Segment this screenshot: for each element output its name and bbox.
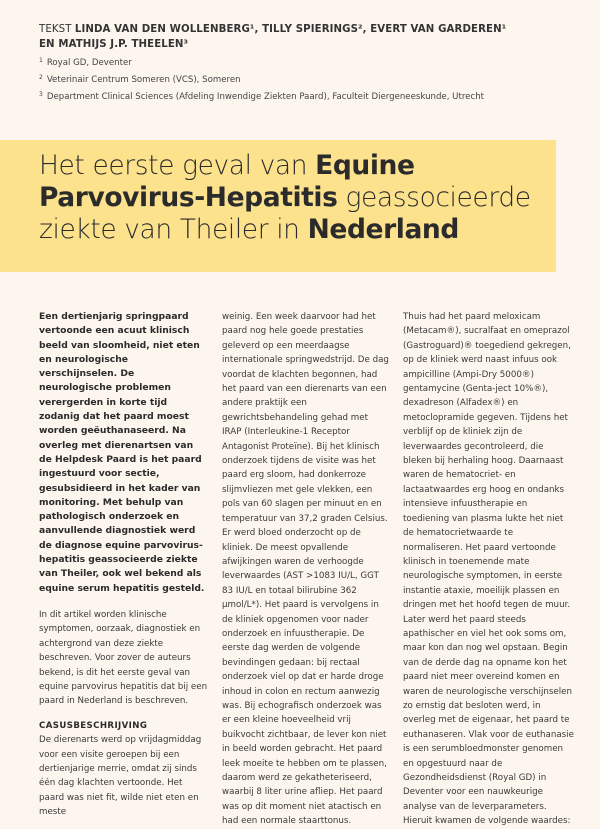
column-3-text: Thuis had het paard meloxicam (Metacam®), sucralfaat en omeprazol (Gastroguard)® toegediend gekregen, op de kliniek werd naast infuus ook ampicilline (Ampi-Dry 5000®) gentamycine (Genta-ject 10%®), dexadreson (Alfadex®) en metoclopramide gegeven. Tijdens het verblijf op de kliniek zijn de leverwaardes gecontroleerd, die bleken bij herhaling hoog. Daarnaast waren de hematocriet- en lactaatwaardes erg hoog en ondanks intensieve infuustherapie en toediening van plasma lukte het niet de hematocrietwaarde te normaliseren. Het paard vertoonde klinisch in toenemende mate neurologische symptomen, in eerste instantie ataxie, moeilijk plassen en dringen met het hoofd tegen de muur. Later werd het paard steeds apathischer en viel het ook soms om, maar kon dan nog wel opstaan. Begin van de derde dag na opname kon het paard niet meer overeind komen en waren de neurologische verschijnselen zo ernstig dat besloten werd, in overleg met de eigenaar, het paard te euthanaseren. Vlak voor de euthanasie is een serumbloedmonster genomen en opgestuurd naar de Gezondheidsdienst (Royal GD) in Deventer voor een nauwkeurige analyse van de leverparameters. Hieruit kwamen de volgende waardes: [403,312,574,827]
lead-paragraph: Een dertienjarig springpaard vertoonde een acuut klinisch beeld van sloomheid, niet eten en neurologische verschijnselen. De neurologische problemen verergerden in korte tijd zodanig dat het paard moest worden geëuthanaseerd. Na overleg met dierenartsen van de Helpdesk Paard is het paard ingestuurd voor sectie, gesubsidieerd in het kader van monitoring. Met behulp van pathologisch onderzoek en aanvullende diagnostiek werd de diagnose equine parvovirus-hepatitis geassocieerde ziekte van Theiler, ook wel bekend als equine serum hepatitis gesteld. [39,311,205,594]
case-paragraph: De dierenarts werd op vrijdagmiddag voor een visite geroepen bij een dertienjarige merrie, omdat zij sinds één dag klachten vertoonde. Het paard was niet fit, wilde niet eten en meste [39,735,202,818]
column-2-text: weinig. Een week daarvoor had het paard nog hele goede prestaties geleverd op een meerdaagse internationale springwedstrijd. De dag voordat de klachten begonnen, had het paard van een dierenarts van een andere praktijk een gewrichtsbehandeling gehad met IRAP (Interleukine-1 Receptor Antagonist Proteïne). Bij het klinisch onderzoek tijdens de visite was het paard erg sloom, had donkerroze slijmvliezen met gele vlekken, een pols van 60 slagen per minuut en en temperatuur van 37,2 graden Celsius. Er werd bloed onderzocht op de kliniek. De meest opvallende afwijkingen waren de verhoogde leverwaardes (AST >1083 IU/L, GGT 83 IU/L en totaal bilirubine 362 µmol/L*). Het paard is vervolgens in de kliniek opgenomen voor nader onderzoek en infuustherapie. De eerste dag werden de volgende bevindingen gedaan: bij rectaal onderzoek viel op dat er harde droge inhoud in colon en rectum aanwezig was. Bij echografisch onderzoek was er een kleine hoeveelheid vrij buikvocht zichtbaar, de lever kon niet in beeld worden gebracht. Het paard leek moeite te hebben om te plassen, daarom werd ze gekatheteriseerd, waarbij 8 liter urine afliep. Het paard was op dit moment niet atactisch en had een normale staarttonus. [222,312,389,827]
column-2 [222,310,390,829]
author-block [39,22,579,52]
affiliation-1: $^1$ Royal GD, Deventer [39,57,132,68]
section-heading: CASUSBESCHRIJVING [39,720,148,731]
authors-names-line2: EN MATHIJS J.P. THEELEN³ [39,39,189,50]
authors-names-line1: LINDA VAN DEN WOLLENBERG¹, TILLY SPIERINGS², EVERT VAN GARDEREN¹ [74,24,507,35]
affiliation-2: $^2$ Veterinair Centrum Someren (VCS), Someren [39,74,241,85]
article-title: Het eerste geval van Equine Parvovirus-Hepatitis geassocieerde ziekte van Theiler in Nederland [39,150,531,245]
column-1 [39,310,209,820]
intro-paragraph: In dit artikel worden klinische symptomen, oorzaak, diagnostiek en achtergrond van deze ziekte beschreven. Voor zover de auteurs bekend, is dit het eerste geval van equine parvovirus hepatitis dat bij een paard in Nederland is beschreven. [39,609,208,707]
column-3 [403,310,575,829]
affiliation-3: $^3$ Department Clinical Sciences (Afdeling Inwendige Ziekten Paard), Faculteit Diergeneeskunde, Utrecht [39,91,485,102]
authors-prefix: TEKST [39,24,72,35]
